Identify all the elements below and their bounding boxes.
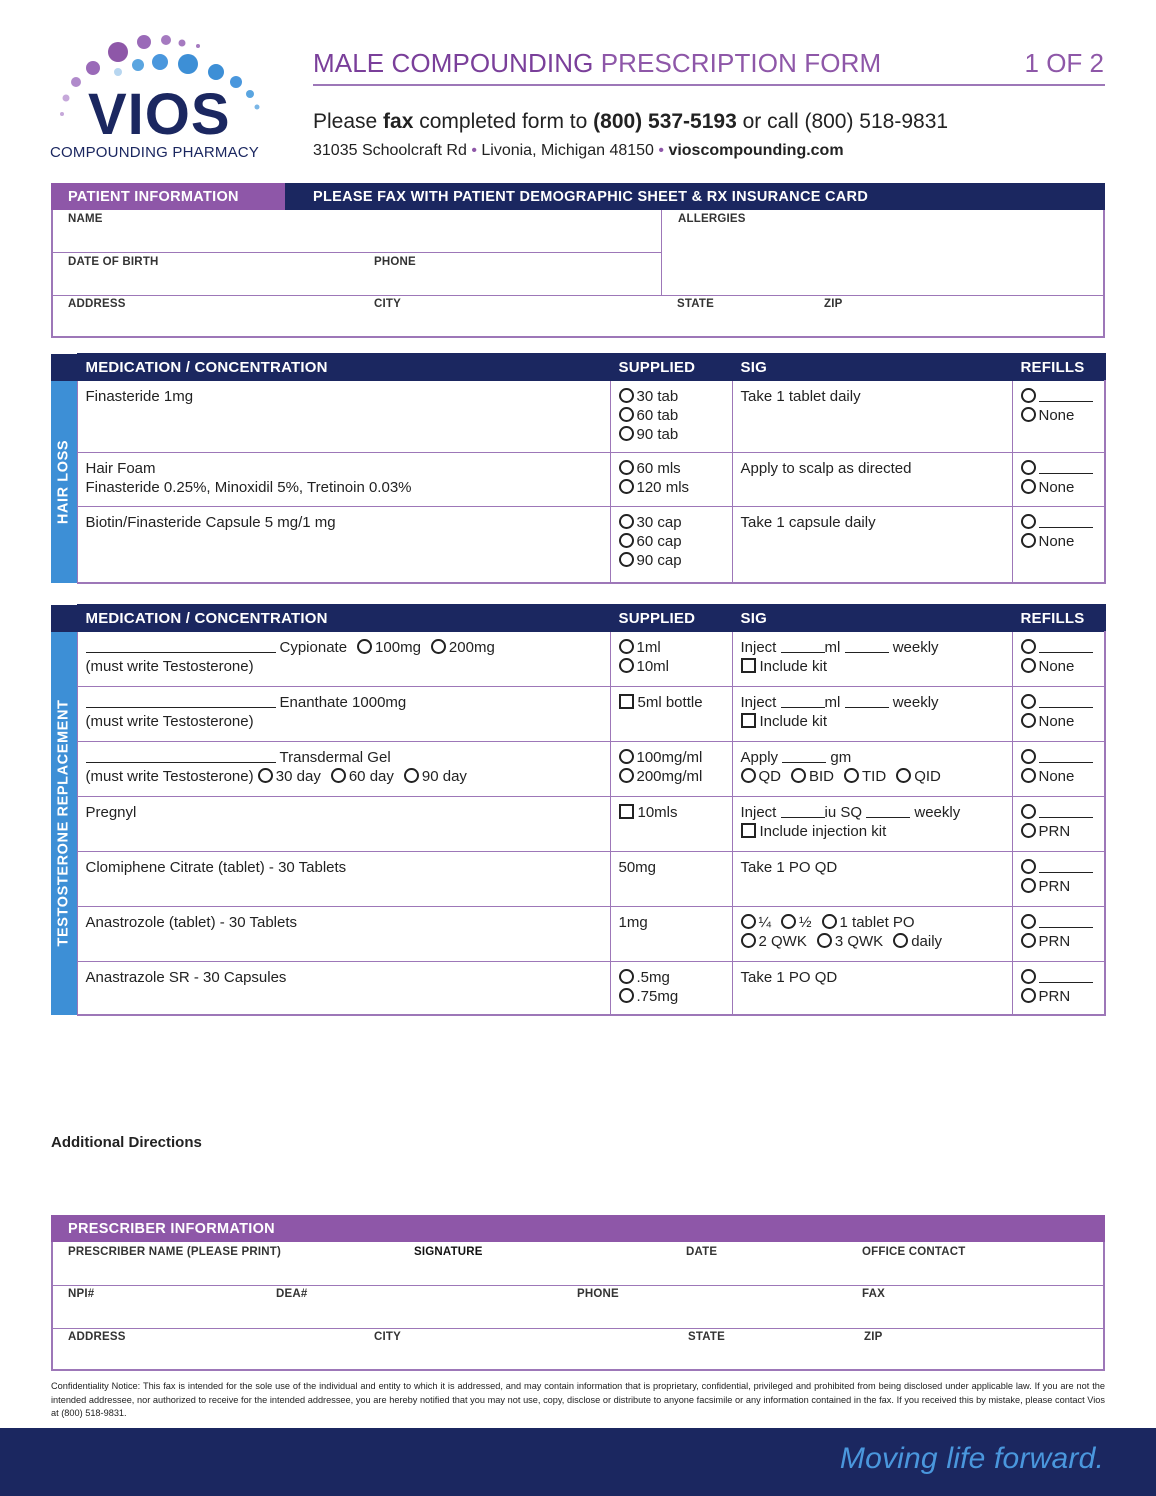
med-line: Finasteride 0.25%, Minoxidil 5%, Tretinoin 0.03% (85, 479, 412, 496)
refills-options (1012, 962, 1105, 1015)
option-label: 1 tablet PO (839, 914, 915, 931)
option-label: 120 mls (636, 479, 690, 496)
radio-button[interactable] (1021, 460, 1036, 475)
option-label: PRN (1038, 823, 1071, 840)
fax-instructions (313, 110, 948, 134)
name-field-label[interactable]: NAME (68, 213, 103, 225)
sig-word: Apply (740, 749, 783, 766)
option-label: BID (809, 768, 835, 785)
dea-label[interactable]: DEA# (276, 1288, 308, 1300)
radio-button[interactable] (619, 749, 634, 764)
radio-button[interactable] (1021, 713, 1036, 728)
sig-word: Inject (740, 639, 781, 656)
divider (53, 1328, 1103, 1329)
refills-options (1012, 453, 1105, 507)
option-label: PRN (1038, 878, 1071, 895)
refills-options (1012, 852, 1105, 907)
table-row (51, 962, 1105, 1015)
city-state: Livonia, Michigan 48150 (481, 142, 654, 159)
supplied-options (610, 507, 732, 583)
prescriber-phone-label[interactable]: PHONE (577, 1288, 619, 1300)
radio-button[interactable] (619, 639, 634, 654)
option-label: daily (911, 933, 943, 950)
testosterone-side-label (51, 632, 77, 1015)
radio-button[interactable] (893, 933, 908, 948)
checkbox[interactable] (741, 823, 756, 838)
radio-button[interactable] (1021, 694, 1036, 709)
sig-text (732, 797, 1012, 852)
office-contact-label[interactable]: OFFICE CONTACT (862, 1246, 966, 1258)
col-sig: SIG (732, 354, 1012, 381)
med-name (77, 453, 610, 507)
option-label: 100mg/ml (636, 749, 703, 766)
radio-button[interactable] (822, 914, 837, 929)
radio-button[interactable] (896, 768, 911, 783)
sig-word: gm (826, 749, 852, 766)
med-line: Hair Foam (85, 460, 156, 477)
med-label: Transdermal Gel (279, 749, 391, 766)
write-in-blank[interactable] (86, 641, 276, 653)
prescriber-name-label[interactable]: PRESCRIBER NAME (PLEASE PRINT) (68, 1246, 282, 1258)
supplied-options (610, 797, 732, 852)
side-header (51, 354, 77, 381)
table-row (51, 453, 1105, 507)
prescriber-state-label[interactable]: STATE (688, 1331, 725, 1343)
testosterone-table (51, 604, 1106, 1016)
refills-options (1012, 507, 1105, 583)
pharmacy-address (313, 142, 844, 160)
section-label: HAIR LOSS (55, 439, 72, 524)
option-label: None (1038, 407, 1075, 424)
frequency-blank[interactable] (845, 696, 889, 708)
col-supplied: SUPPLIED (610, 354, 732, 381)
radio-button[interactable] (619, 479, 634, 494)
website-link[interactable]: vioscompounding.com (668, 142, 844, 159)
radio-button[interactable] (741, 914, 756, 929)
refill-count-blank[interactable] (1039, 516, 1093, 528)
option-label: 90 cap (636, 552, 682, 569)
street: 31035 Schoolcraft Rd (313, 142, 467, 159)
must-write-note: (must write Testosterone) (85, 658, 254, 675)
med-name: Finasteride 1mg (77, 381, 610, 453)
option-label: None (1038, 658, 1075, 675)
refill-count-blank[interactable] (1039, 861, 1093, 873)
sig-word: weekly (910, 804, 961, 821)
sig-text: Take 1 tablet daily (732, 381, 1012, 453)
radio-button[interactable] (844, 768, 859, 783)
col-refills: REFILLS (1012, 605, 1105, 632)
radio-button[interactable] (1021, 749, 1036, 764)
refill-count-blank[interactable] (1039, 462, 1093, 474)
option-label: None (1038, 533, 1075, 550)
option-label: PRN (1038, 933, 1071, 950)
logo-wordmark: VIOS (88, 82, 231, 147)
col-sig: SIG (732, 605, 1012, 632)
radio-button[interactable] (357, 639, 372, 654)
page-title (313, 48, 881, 79)
supplied-options (610, 381, 732, 453)
table-row (51, 742, 1105, 797)
fax-number: (800) 537-5193 (593, 110, 737, 133)
option-label: 60 day (348, 768, 394, 785)
radio-button[interactable] (741, 933, 756, 948)
option-label: QID (914, 768, 941, 785)
zip-field-label[interactable]: ZIP (824, 298, 843, 310)
sig-word: Inject (740, 804, 781, 821)
option-label: 10ml (636, 658, 670, 675)
refill-count-blank[interactable] (1039, 751, 1093, 763)
radio-button[interactable] (1021, 514, 1036, 529)
med-name: Pregnyl (77, 797, 610, 852)
radio-button[interactable] (1021, 407, 1036, 422)
radio-button[interactable] (619, 388, 634, 403)
table-row (51, 852, 1105, 907)
radio-button[interactable] (741, 768, 756, 783)
checkbox[interactable] (619, 694, 634, 709)
title-rest: PRESCRIPTION FORM (593, 48, 882, 78)
option-label: 30 tab (636, 388, 679, 405)
address-field-label[interactable]: ADDRESS (68, 298, 126, 310)
checkbox-label: Include kit (759, 713, 828, 730)
fax-mid: completed form to (413, 110, 594, 133)
refills-options (1012, 381, 1105, 453)
fax-pre: Please (313, 110, 384, 133)
med-name (77, 742, 610, 797)
separator-dot: • (653, 142, 669, 159)
radio-button[interactable] (1021, 768, 1036, 783)
hair-loss-table (51, 353, 1106, 584)
radio-button[interactable] (619, 407, 634, 422)
city-field-label[interactable]: CITY (374, 298, 401, 310)
checkbox[interactable] (619, 804, 634, 819)
option-label: TID (862, 768, 887, 785)
supplied-options (610, 962, 732, 1015)
col-medication: MEDICATION / CONCENTRATION (77, 354, 610, 381)
radio-button[interactable] (619, 460, 634, 475)
sig-text (732, 907, 1012, 962)
med-label: Cypionate (279, 639, 348, 656)
supplied-options (610, 687, 732, 742)
hair-loss-side-label (51, 381, 77, 583)
section-label: TESTOSTERONE REPLACEMENT (55, 699, 72, 947)
supplied-options (610, 742, 732, 797)
option-label: 200mg (448, 639, 495, 656)
option-label: None (1038, 713, 1075, 730)
divider (53, 252, 661, 253)
table-row (51, 797, 1105, 852)
option-label: QD (758, 768, 781, 785)
option-label: 60 cap (636, 533, 682, 550)
radio-button[interactable] (1021, 859, 1036, 874)
state-field-label[interactable]: STATE (677, 298, 714, 310)
med-name: Biotin/Finasteride Capsule 5 mg/1 mg (77, 507, 610, 583)
supplied-value: 1mg (610, 907, 732, 962)
confidentiality-notice: Confidentiality Notice: This fax is intended for the sole use of the individual and entity to which it is addressed, and may contain information that is proprietary, confidential, privileged and prohibited from being disclosed under applicable law. If you are not the intended addressee, nor authorized to receive for the intended addressee, you are hereby notified that you may not use, copy, disclose or distribute to anyone facsimile or any information contained in the fax. If you received this by mistake, please contact Vios at (800) 518-9831. (51, 1381, 1105, 1418)
fax-word: fax (383, 110, 414, 133)
option-label: None (1038, 768, 1075, 785)
npi-label[interactable]: NPI# (68, 1288, 95, 1300)
must-write-note: (must write Testosterone) (85, 768, 254, 785)
radio-button[interactable] (817, 933, 832, 948)
sig-text (732, 632, 1012, 687)
radio-button[interactable] (1021, 878, 1036, 893)
option-label: ¼ (758, 914, 772, 931)
additional-directions-label[interactable]: Additional Directions (51, 1134, 202, 1151)
radio-button[interactable] (1021, 969, 1036, 984)
option-label: 30 cap (636, 514, 682, 531)
supplied-value: 50mg (610, 852, 732, 907)
radio-button[interactable] (1021, 533, 1036, 548)
sig-word: iu SQ (824, 804, 867, 821)
med-name (77, 632, 610, 687)
table-row (51, 381, 1105, 453)
radio-button[interactable] (1021, 479, 1036, 494)
option-label: 30 day (275, 768, 321, 785)
med-name: Anastrozole (tablet) - 30 Tablets (77, 907, 610, 962)
option-label: 60 mls (636, 460, 681, 477)
option-label: 1ml (636, 639, 661, 656)
dose-blank[interactable] (781, 696, 825, 708)
option-label: 2 QWK (758, 933, 807, 950)
checkbox-label: Include kit (759, 658, 828, 675)
sig-text: Take 1 capsule daily (732, 507, 1012, 583)
option-label: 90 tab (636, 426, 679, 443)
dose-blank[interactable] (782, 751, 826, 763)
sig-word: Inject (740, 694, 781, 711)
checkbox[interactable] (741, 658, 756, 673)
option-label: 60 tab (636, 407, 679, 424)
refill-count-blank[interactable] (1039, 641, 1093, 653)
refills-options (1012, 742, 1105, 797)
radio-button[interactable] (404, 768, 419, 783)
option-label: PRN (1038, 988, 1071, 1005)
patient-notice: PLEASE FAX WITH PATIENT DEMOGRAPHIC SHEET & RX INSURANCE CARD (313, 189, 869, 205)
refill-count-blank[interactable] (1039, 696, 1093, 708)
patient-info-heading: PATIENT INFORMATION (68, 189, 239, 205)
divider (661, 210, 662, 295)
option-label: .75mg (636, 988, 679, 1005)
table-row (51, 632, 1105, 687)
radio-button[interactable] (1021, 804, 1036, 819)
sig-word: weekly (888, 639, 939, 656)
refills-options (1012, 907, 1105, 962)
col-medication: MEDICATION / CONCENTRATION (77, 605, 610, 632)
sig-text: Apply to scalp as directed (732, 453, 1012, 507)
tagline: Moving life forward. (839, 1442, 1104, 1475)
prescriber-city-label[interactable]: CITY (374, 1331, 401, 1343)
option-label: 5ml bottle (637, 694, 703, 711)
option-label: 90 day (421, 768, 467, 785)
radio-button[interactable] (619, 658, 634, 673)
title-divider (313, 84, 1105, 86)
supplied-options (610, 453, 732, 507)
write-in-blank[interactable] (86, 696, 276, 708)
write-in-blank[interactable] (86, 751, 276, 763)
checkbox[interactable] (741, 713, 756, 728)
radio-button[interactable] (1021, 388, 1036, 403)
radio-button[interactable] (619, 768, 634, 783)
frequency-blank[interactable] (845, 641, 889, 653)
med-label: Enanthate 1000mg (279, 694, 407, 711)
sig-text (732, 742, 1012, 797)
frequency-blank[interactable] (866, 806, 910, 818)
prescriber-fax-label[interactable]: FAX (862, 1288, 885, 1300)
phone-field-label[interactable]: PHONE (374, 256, 416, 268)
sig-word: ml (824, 639, 845, 656)
logo-subtitle: COMPOUNDING PHARMACY (50, 144, 260, 161)
sig-word: weekly (888, 694, 939, 711)
refill-count-blank[interactable] (1039, 916, 1093, 928)
sig-text: Take 1 PO QD (732, 852, 1012, 907)
radio-button[interactable] (1021, 914, 1036, 929)
radio-button[interactable] (431, 639, 446, 654)
prescriber-address-label[interactable]: ADDRESS (68, 1331, 126, 1343)
radio-button[interactable] (258, 768, 273, 783)
option-label: ½ (799, 914, 812, 931)
allergies-field-label[interactable]: ALLERGIES (678, 213, 746, 225)
refill-count-blank[interactable] (1039, 806, 1093, 818)
radio-button[interactable] (1021, 823, 1036, 838)
must-write-note: (must write Testosterone) (85, 713, 254, 730)
refill-count-blank[interactable] (1039, 971, 1093, 983)
divider (53, 1285, 1103, 1286)
sig-text (732, 687, 1012, 742)
checkbox-label: Include injection kit (759, 823, 887, 840)
option-label: .5mg (636, 969, 670, 986)
refills-options (1012, 797, 1105, 852)
radio-button[interactable] (619, 988, 634, 1003)
title-bold: MALE COMPOUNDING (313, 48, 594, 78)
table-row (51, 907, 1105, 962)
date-label[interactable]: DATE (686, 1246, 718, 1258)
med-name: Anastrazole SR - 30 Capsules (77, 962, 610, 1015)
side-header (51, 605, 77, 632)
col-supplied: SUPPLIED (610, 605, 732, 632)
med-name (77, 687, 610, 742)
col-refills: REFILLS (1012, 354, 1105, 381)
supplied-options (610, 632, 732, 687)
signature-label[interactable]: SIGNATURE (414, 1246, 483, 1258)
refill-count-blank[interactable] (1039, 390, 1093, 402)
table-row (51, 507, 1105, 583)
prescriber-info-heading: PRESCRIBER INFORMATION (68, 1221, 275, 1237)
option-label: 200mg/ml (636, 768, 703, 785)
option-label: 100mg (375, 639, 421, 656)
radio-button[interactable] (619, 969, 634, 984)
radio-button[interactable] (331, 768, 346, 783)
page-number: 1 OF 2 (1024, 48, 1104, 78)
separator-dot: • (466, 142, 482, 159)
dose-blank[interactable] (781, 641, 825, 653)
radio-button[interactable] (619, 426, 634, 441)
option-label: 3 QWK (834, 933, 884, 950)
radio-button[interactable] (781, 914, 796, 929)
radio-button[interactable] (619, 514, 634, 529)
table-row (51, 687, 1105, 742)
dose-blank[interactable] (781, 806, 825, 818)
fax-post: or call (800) 518-9831 (736, 110, 949, 133)
radio-button[interactable] (1021, 658, 1036, 673)
med-name: Clomiphene Citrate (tablet) - 30 Tablets (77, 852, 610, 907)
prescriber-zip-label[interactable]: ZIP (864, 1331, 883, 1343)
radio-button[interactable] (1021, 988, 1036, 1003)
sig-word: ml (824, 694, 845, 711)
radio-button[interactable] (1021, 639, 1036, 654)
divider (53, 295, 1103, 296)
sig-text: Take 1 PO QD (732, 962, 1012, 1015)
radio-button[interactable] (619, 552, 634, 567)
refills-options (1012, 632, 1105, 687)
option-label: None (1038, 479, 1075, 496)
refills-options (1012, 687, 1105, 742)
radio-button[interactable] (619, 533, 634, 548)
radio-button[interactable] (1021, 933, 1036, 948)
option-label: 10mls (637, 804, 678, 821)
radio-button[interactable] (791, 768, 806, 783)
dob-field-label[interactable]: DATE OF BIRTH (68, 256, 159, 268)
